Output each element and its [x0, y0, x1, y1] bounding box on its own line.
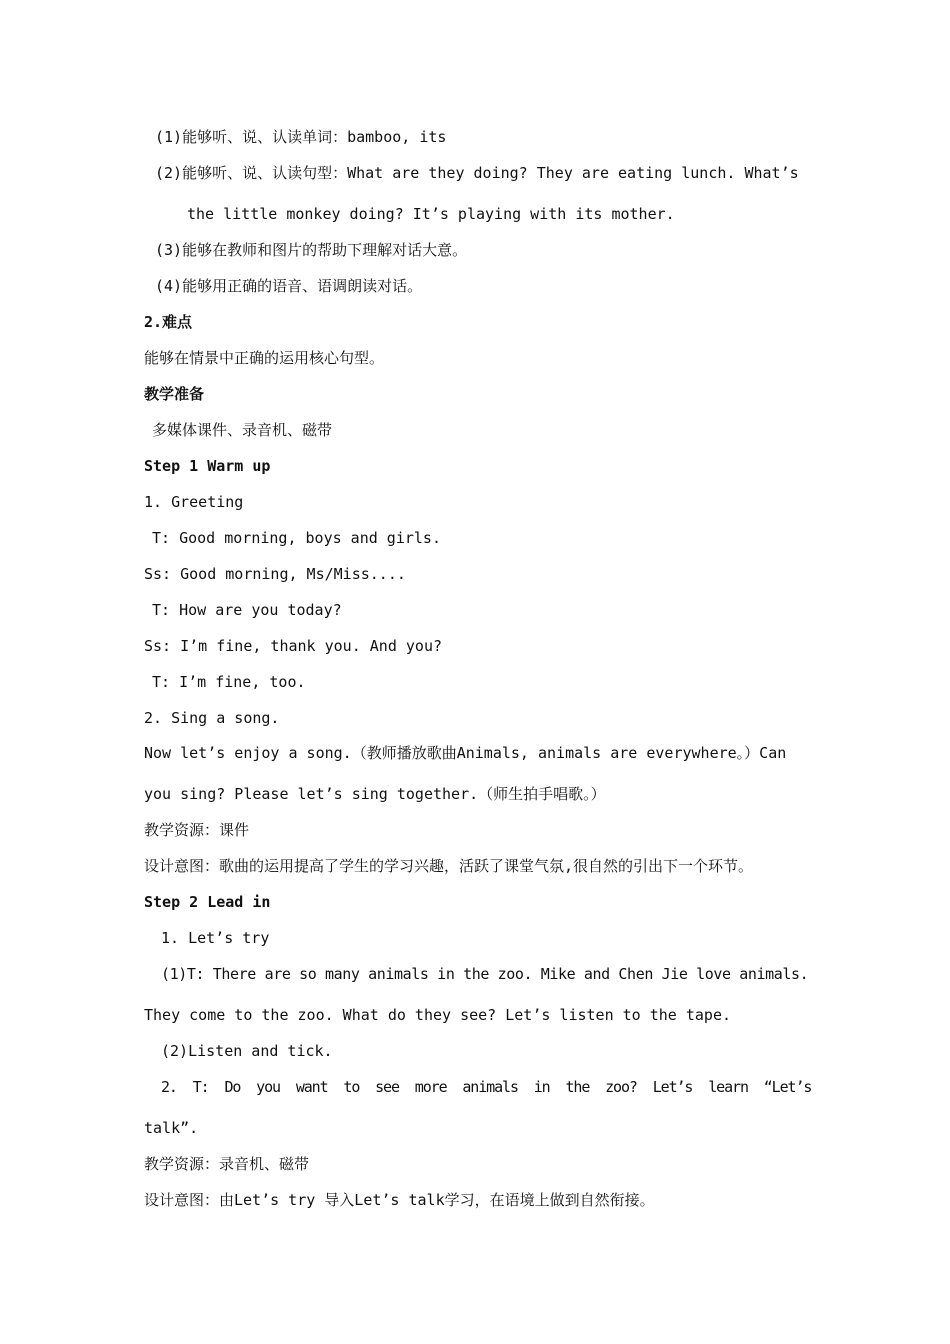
design-intent-note: 设计意图：由Let’s try 导入Let’s talk学习，在语境上做到自然衔接。	[144, 1191, 655, 1209]
heading-difficulty: 2.难点	[144, 313, 193, 331]
dialogue-line: Ss: I’m fine, thank you. And you?	[144, 637, 443, 655]
dialogue-line: Ss: Good morning, Ms/Miss....	[144, 565, 406, 583]
song-instruction: Now let’s enjoy a song.（教师播放歌曲Animals, animals are everywhere。）Can	[144, 744, 787, 762]
lets-try-step-1: (1)T: There are so many animals in the zoo. Mike and Chen Jie love animals.	[161, 965, 809, 983]
design-intent-note: 设计意图：歌曲的运用提高了学生的学习兴趣，活跃了课堂气氛,很自然的引出下一个环节。	[144, 857, 754, 875]
sing-song-item: 2. Sing a song.	[144, 709, 280, 727]
heading-step-2: Step 2 Lead in	[144, 893, 271, 911]
song-instruction-continued: you sing? Please let’s sing together.（师生拍手唱歌。）	[144, 785, 606, 803]
objective-2: (2)能够听、说、认读句型：What are they doing? They are eating lunch. What’s	[155, 164, 799, 182]
objective-4: (4)能够用正确的语音、语调朗读对话。	[155, 277, 423, 295]
objective-3: (3)能够在教师和图片的帮助下理解对话大意。	[155, 241, 468, 259]
resource-note: 教学资源：课件	[144, 821, 250, 839]
lets-try-item: 1. Let’s try	[161, 929, 270, 947]
dialogue-line: T: I’m fine, too.	[152, 673, 306, 691]
dialogue-line: T: Good morning, boys and girls.	[152, 529, 441, 547]
dialogue-line: T: How are you today?	[152, 601, 342, 619]
lets-try-step-1-continued: They come to the zoo. What do they see? Let’s listen to the tape.	[144, 1006, 731, 1024]
heading-step-1: Step 1 Warm up	[144, 457, 271, 475]
lets-talk-item: 2. T: Do you want to see more animals in the zoo? Let’s learn “Let’s	[161, 1078, 812, 1096]
difficulty-text: 能够在情景中正确的运用核心句型。	[144, 349, 385, 367]
lets-talk-item-continued: talk”.	[144, 1119, 199, 1137]
resource-note: 教学资源：录音机、磁带	[144, 1155, 310, 1173]
preparation-text: 多媒体课件、录音机、磁带	[152, 421, 333, 439]
heading-preparation: 教学准备	[144, 385, 205, 403]
lets-try-step-2: (2)Listen and tick.	[161, 1042, 333, 1060]
objective-1: (1)能够听、说、认读单词：bamboo, its	[155, 128, 447, 146]
objective-2-continued: the little monkey doing? It’s playing with its mother.	[187, 205, 675, 223]
greeting-item: 1. Greeting	[144, 493, 244, 511]
